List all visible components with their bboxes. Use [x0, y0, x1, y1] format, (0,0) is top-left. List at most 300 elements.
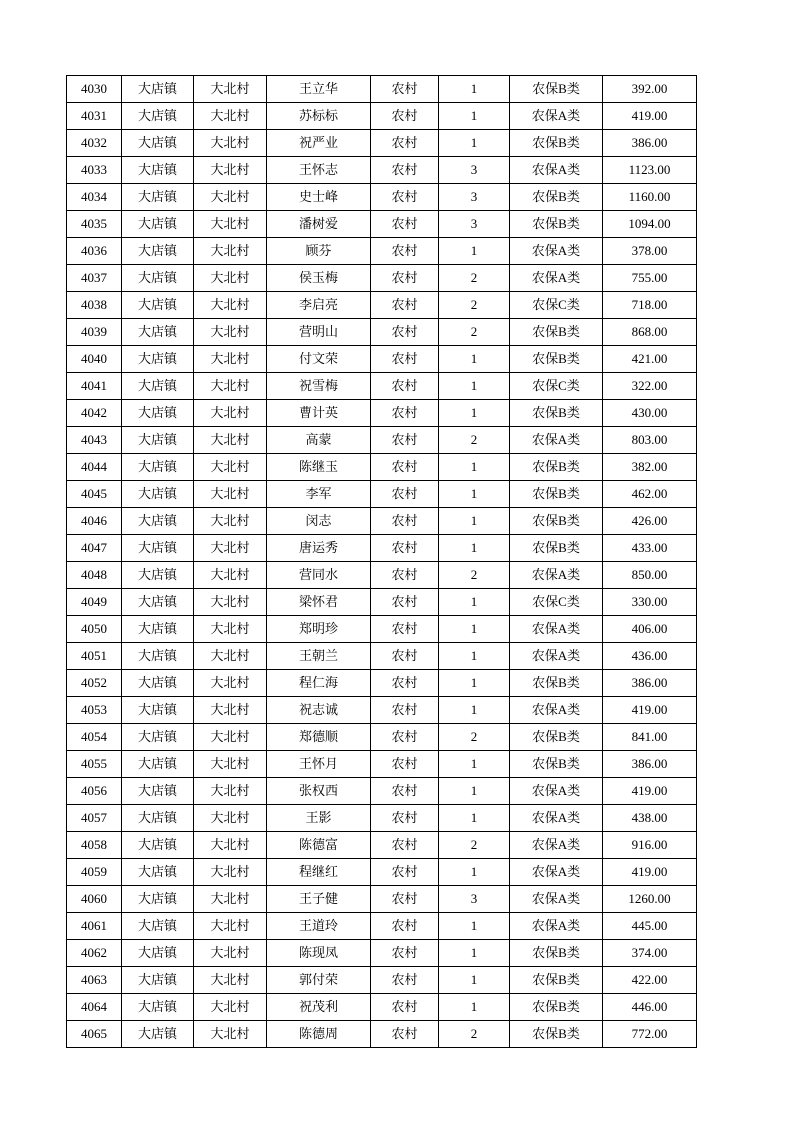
cell-amount: 382.00: [603, 454, 697, 481]
cell-residence: 农村: [371, 805, 439, 832]
cell-town: 大店镇: [122, 994, 194, 1021]
cell-residence: 农村: [371, 778, 439, 805]
cell-category: 农保A类: [510, 859, 603, 886]
cell-category: 农保B类: [510, 130, 603, 157]
cell-name: 程继红: [267, 859, 371, 886]
cell-name: 王立华: [267, 76, 371, 103]
cell-town: 大店镇: [122, 238, 194, 265]
cell-category: 农保A类: [510, 886, 603, 913]
cell-village: 大北村: [194, 535, 267, 562]
cell-count: 1: [439, 130, 510, 157]
table-row: [67, 697, 697, 724]
table-row: [67, 76, 697, 103]
cell-id: 4052: [67, 670, 122, 697]
cell-town: 大店镇: [122, 427, 194, 454]
cell-category: 农保B类: [510, 940, 603, 967]
cell-category: 农保A类: [510, 103, 603, 130]
cell-residence: 农村: [371, 454, 439, 481]
cell-amount: 1094.00: [603, 211, 697, 238]
cell-category: 农保A类: [510, 238, 603, 265]
cell-category: 农保A类: [510, 157, 603, 184]
cell-village: 大北村: [194, 670, 267, 697]
cell-count: 3: [439, 157, 510, 184]
table-row: [67, 616, 697, 643]
cell-town: 大店镇: [122, 886, 194, 913]
cell-village: 大北村: [194, 400, 267, 427]
cell-count: 3: [439, 886, 510, 913]
cell-category: 农保B类: [510, 211, 603, 238]
cell-name: 陈德富: [267, 832, 371, 859]
cell-count: 1: [439, 643, 510, 670]
cell-id: 4050: [67, 616, 122, 643]
cell-category: 农保C类: [510, 373, 603, 400]
cell-amount: 1160.00: [603, 184, 697, 211]
cell-amount: 426.00: [603, 508, 697, 535]
cell-amount: 419.00: [603, 103, 697, 130]
cell-id: 4055: [67, 751, 122, 778]
cell-id: 4047: [67, 535, 122, 562]
cell-count: 1: [439, 913, 510, 940]
cell-category: 农保A类: [510, 265, 603, 292]
cell-amount: 386.00: [603, 751, 697, 778]
cell-category: 农保A类: [510, 832, 603, 859]
cell-town: 大店镇: [122, 373, 194, 400]
cell-residence: 农村: [371, 130, 439, 157]
cell-name: 王子健: [267, 886, 371, 913]
cell-residence: 农村: [371, 211, 439, 238]
cell-amount: 438.00: [603, 805, 697, 832]
cell-amount: 868.00: [603, 319, 697, 346]
cell-count: 1: [439, 670, 510, 697]
cell-name: 唐运秀: [267, 535, 371, 562]
cell-name: 王怀志: [267, 157, 371, 184]
cell-amount: 433.00: [603, 535, 697, 562]
cell-village: 大北村: [194, 454, 267, 481]
cell-count: 2: [439, 319, 510, 346]
cell-town: 大店镇: [122, 76, 194, 103]
table-row: [67, 427, 697, 454]
cell-village: 大北村: [194, 184, 267, 211]
cell-count: 1: [439, 373, 510, 400]
cell-residence: 农村: [371, 508, 439, 535]
cell-name: 苏标标: [267, 103, 371, 130]
cell-id: 4036: [67, 238, 122, 265]
cell-category: 农保C类: [510, 292, 603, 319]
cell-name: 王道玲: [267, 913, 371, 940]
cell-residence: 农村: [371, 481, 439, 508]
cell-count: 2: [439, 562, 510, 589]
cell-id: 4057: [67, 805, 122, 832]
cell-residence: 农村: [371, 589, 439, 616]
cell-category: 农保B类: [510, 994, 603, 1021]
cell-village: 大北村: [194, 292, 267, 319]
table-row: [67, 859, 697, 886]
cell-village: 大北村: [194, 130, 267, 157]
cell-count: 1: [439, 940, 510, 967]
cell-name: 郑德顺: [267, 724, 371, 751]
cell-village: 大北村: [194, 967, 267, 994]
cell-town: 大店镇: [122, 400, 194, 427]
cell-category: 农保B类: [510, 751, 603, 778]
cell-name: 祝雪梅: [267, 373, 371, 400]
cell-town: 大店镇: [122, 184, 194, 211]
table-row: [67, 778, 697, 805]
cell-amount: 386.00: [603, 670, 697, 697]
table-row: [67, 967, 697, 994]
cell-town: 大店镇: [122, 103, 194, 130]
cell-amount: 803.00: [603, 427, 697, 454]
cell-residence: 农村: [371, 697, 439, 724]
cell-name: 陈德周: [267, 1021, 371, 1048]
cell-town: 大店镇: [122, 670, 194, 697]
cell-residence: 农村: [371, 535, 439, 562]
cell-village: 大北村: [194, 481, 267, 508]
cell-town: 大店镇: [122, 859, 194, 886]
cell-id: 4033: [67, 157, 122, 184]
cell-amount: 322.00: [603, 373, 697, 400]
cell-category: 农保B类: [510, 319, 603, 346]
cell-town: 大店镇: [122, 967, 194, 994]
cell-category: 农保A类: [510, 805, 603, 832]
cell-town: 大店镇: [122, 508, 194, 535]
cell-town: 大店镇: [122, 562, 194, 589]
cell-id: 4056: [67, 778, 122, 805]
cell-town: 大店镇: [122, 832, 194, 859]
table-row: [67, 508, 697, 535]
cell-category: 农保A类: [510, 913, 603, 940]
table-row: [67, 238, 697, 265]
table-row: [67, 751, 697, 778]
table-row: [67, 400, 697, 427]
cell-village: 大北村: [194, 697, 267, 724]
cell-name: 营明山: [267, 319, 371, 346]
cell-village: 大北村: [194, 886, 267, 913]
cell-count: 2: [439, 292, 510, 319]
cell-residence: 农村: [371, 913, 439, 940]
cell-village: 大北村: [194, 832, 267, 859]
cell-category: 农保C类: [510, 589, 603, 616]
cell-residence: 农村: [371, 643, 439, 670]
table-row: [67, 643, 697, 670]
cell-name: 张权西: [267, 778, 371, 805]
cell-residence: 农村: [371, 265, 439, 292]
cell-residence: 农村: [371, 292, 439, 319]
cell-count: 1: [439, 616, 510, 643]
cell-residence: 农村: [371, 940, 439, 967]
cell-amount: 419.00: [603, 697, 697, 724]
cell-town: 大店镇: [122, 1021, 194, 1048]
cell-category: 农保B类: [510, 76, 603, 103]
table-row: [67, 157, 697, 184]
cell-count: 2: [439, 724, 510, 751]
cell-amount: 772.00: [603, 1021, 697, 1048]
cell-id: 4042: [67, 400, 122, 427]
cell-residence: 农村: [371, 238, 439, 265]
cell-amount: 378.00: [603, 238, 697, 265]
table-row: [67, 1021, 697, 1048]
cell-village: 大北村: [194, 508, 267, 535]
cell-town: 大店镇: [122, 211, 194, 238]
cell-residence: 农村: [371, 184, 439, 211]
cell-village: 大北村: [194, 589, 267, 616]
cell-id: 4063: [67, 967, 122, 994]
cell-count: 3: [439, 211, 510, 238]
cell-count: 1: [439, 589, 510, 616]
cell-category: 农保B类: [510, 724, 603, 751]
cell-town: 大店镇: [122, 535, 194, 562]
cell-category: 农保B类: [510, 508, 603, 535]
cell-id: 4035: [67, 211, 122, 238]
cell-amount: 841.00: [603, 724, 697, 751]
cell-id: 4041: [67, 373, 122, 400]
cell-name: 王怀月: [267, 751, 371, 778]
cell-residence: 农村: [371, 832, 439, 859]
cell-town: 大店镇: [122, 292, 194, 319]
cell-id: 4064: [67, 994, 122, 1021]
table-row: [67, 184, 697, 211]
cell-town: 大店镇: [122, 319, 194, 346]
cell-amount: 422.00: [603, 967, 697, 994]
cell-amount: 755.00: [603, 265, 697, 292]
cell-town: 大店镇: [122, 616, 194, 643]
cell-id: 4059: [67, 859, 122, 886]
table-row: [67, 886, 697, 913]
cell-id: 4040: [67, 346, 122, 373]
benefits-table-body: [67, 76, 697, 1048]
cell-count: 1: [439, 76, 510, 103]
table-row: [67, 535, 697, 562]
cell-village: 大北村: [194, 724, 267, 751]
cell-name: 郭付荣: [267, 967, 371, 994]
cell-amount: 916.00: [603, 832, 697, 859]
cell-id: 4031: [67, 103, 122, 130]
cell-count: 2: [439, 265, 510, 292]
cell-village: 大北村: [194, 859, 267, 886]
cell-amount: 386.00: [603, 130, 697, 157]
cell-count: 1: [439, 481, 510, 508]
table-row: [67, 670, 697, 697]
cell-village: 大北村: [194, 373, 267, 400]
cell-id: 4044: [67, 454, 122, 481]
cell-count: 1: [439, 535, 510, 562]
cell-amount: 446.00: [603, 994, 697, 1021]
cell-category: 农保B类: [510, 670, 603, 697]
cell-name: 顾芬: [267, 238, 371, 265]
cell-id: 4043: [67, 427, 122, 454]
cell-count: 2: [439, 832, 510, 859]
cell-village: 大北村: [194, 427, 267, 454]
cell-id: 4058: [67, 832, 122, 859]
cell-count: 1: [439, 103, 510, 130]
cell-residence: 农村: [371, 400, 439, 427]
cell-town: 大店镇: [122, 778, 194, 805]
cell-town: 大店镇: [122, 751, 194, 778]
cell-village: 大北村: [194, 265, 267, 292]
cell-id: 4048: [67, 562, 122, 589]
cell-count: 2: [439, 427, 510, 454]
cell-residence: 农村: [371, 103, 439, 130]
cell-name: 高蒙: [267, 427, 371, 454]
cell-count: 1: [439, 697, 510, 724]
cell-residence: 农村: [371, 562, 439, 589]
cell-village: 大北村: [194, 940, 267, 967]
cell-amount: 392.00: [603, 76, 697, 103]
cell-town: 大店镇: [122, 805, 194, 832]
table-row: [67, 481, 697, 508]
cell-name: 潘树爱: [267, 211, 371, 238]
cell-amount: 430.00: [603, 400, 697, 427]
cell-village: 大北村: [194, 1021, 267, 1048]
cell-village: 大北村: [194, 76, 267, 103]
table-row: [67, 373, 697, 400]
cell-amount: 330.00: [603, 589, 697, 616]
cell-village: 大北村: [194, 616, 267, 643]
cell-count: 2: [439, 1021, 510, 1048]
cell-name: 程仁海: [267, 670, 371, 697]
cell-amount: 1260.00: [603, 886, 697, 913]
cell-count: 1: [439, 238, 510, 265]
cell-amount: 445.00: [603, 913, 697, 940]
cell-name: 侯玉梅: [267, 265, 371, 292]
cell-count: 1: [439, 994, 510, 1021]
cell-count: 1: [439, 778, 510, 805]
cell-village: 大北村: [194, 994, 267, 1021]
cell-id: 4061: [67, 913, 122, 940]
cell-village: 大北村: [194, 238, 267, 265]
cell-residence: 农村: [371, 859, 439, 886]
table-row: [67, 832, 697, 859]
cell-name: 祝茂利: [267, 994, 371, 1021]
cell-count: 1: [439, 508, 510, 535]
cell-category: 农保B类: [510, 535, 603, 562]
cell-residence: 农村: [371, 616, 439, 643]
cell-id: 4037: [67, 265, 122, 292]
cell-residence: 农村: [371, 373, 439, 400]
cell-count: 1: [439, 751, 510, 778]
cell-village: 大北村: [194, 562, 267, 589]
cell-name: 陈现凤: [267, 940, 371, 967]
table-row: [67, 265, 697, 292]
cell-name: 李军: [267, 481, 371, 508]
cell-residence: 农村: [371, 76, 439, 103]
cell-amount: 421.00: [603, 346, 697, 373]
cell-category: 农保B类: [510, 1021, 603, 1048]
cell-category: 农保A类: [510, 697, 603, 724]
cell-village: 大北村: [194, 346, 267, 373]
cell-count: 1: [439, 346, 510, 373]
cell-residence: 农村: [371, 724, 439, 751]
cell-count: 3: [439, 184, 510, 211]
cell-count: 1: [439, 454, 510, 481]
cell-town: 大店镇: [122, 697, 194, 724]
cell-town: 大店镇: [122, 589, 194, 616]
cell-name: 营同水: [267, 562, 371, 589]
cell-amount: 462.00: [603, 481, 697, 508]
cell-id: 4060: [67, 886, 122, 913]
table-row: [67, 454, 697, 481]
cell-category: 农保B类: [510, 454, 603, 481]
cell-id: 4039: [67, 319, 122, 346]
cell-id: 4062: [67, 940, 122, 967]
cell-town: 大店镇: [122, 913, 194, 940]
cell-town: 大店镇: [122, 481, 194, 508]
cell-amount: 419.00: [603, 859, 697, 886]
cell-id: 4038: [67, 292, 122, 319]
cell-town: 大店镇: [122, 130, 194, 157]
cell-amount: 374.00: [603, 940, 697, 967]
cell-name: 祝严业: [267, 130, 371, 157]
cell-category: 农保B类: [510, 184, 603, 211]
cell-town: 大店镇: [122, 265, 194, 292]
cell-town: 大店镇: [122, 454, 194, 481]
cell-residence: 农村: [371, 670, 439, 697]
cell-id: 4053: [67, 697, 122, 724]
cell-amount: 718.00: [603, 292, 697, 319]
cell-category: 农保A类: [510, 562, 603, 589]
cell-town: 大店镇: [122, 643, 194, 670]
cell-category: 农保A类: [510, 778, 603, 805]
cell-village: 大北村: [194, 103, 267, 130]
cell-name: 郑明珍: [267, 616, 371, 643]
cell-village: 大北村: [194, 913, 267, 940]
cell-id: 4030: [67, 76, 122, 103]
cell-village: 大北村: [194, 157, 267, 184]
cell-village: 大北村: [194, 805, 267, 832]
table-row: [67, 589, 697, 616]
cell-category: 农保A类: [510, 643, 603, 670]
table-row: [67, 940, 697, 967]
table-row: [67, 562, 697, 589]
cell-id: 4045: [67, 481, 122, 508]
table-row: [67, 319, 697, 346]
cell-residence: 农村: [371, 1021, 439, 1048]
benefits-table: [66, 75, 697, 1048]
cell-residence: 农村: [371, 886, 439, 913]
cell-village: 大北村: [194, 319, 267, 346]
cell-category: 农保A类: [510, 616, 603, 643]
table-row: [67, 724, 697, 751]
cell-name: 李启亮: [267, 292, 371, 319]
table-row: [67, 346, 697, 373]
cell-category: 农保B类: [510, 481, 603, 508]
cell-id: 4049: [67, 589, 122, 616]
cell-residence: 农村: [371, 319, 439, 346]
cell-id: 4065: [67, 1021, 122, 1048]
cell-name: 王影: [267, 805, 371, 832]
cell-count: 1: [439, 967, 510, 994]
table-row: [67, 103, 697, 130]
cell-id: 4046: [67, 508, 122, 535]
cell-residence: 农村: [371, 157, 439, 184]
cell-count: 1: [439, 805, 510, 832]
cell-residence: 农村: [371, 994, 439, 1021]
cell-category: 农保B类: [510, 967, 603, 994]
cell-village: 大北村: [194, 751, 267, 778]
table-row: [67, 130, 697, 157]
cell-town: 大店镇: [122, 940, 194, 967]
cell-count: 1: [439, 400, 510, 427]
cell-residence: 农村: [371, 427, 439, 454]
cell-village: 大北村: [194, 643, 267, 670]
cell-category: 农保B类: [510, 400, 603, 427]
cell-town: 大店镇: [122, 724, 194, 751]
cell-category: 农保B类: [510, 346, 603, 373]
table-row: [67, 805, 697, 832]
cell-amount: 1123.00: [603, 157, 697, 184]
cell-id: 4051: [67, 643, 122, 670]
cell-amount: 850.00: [603, 562, 697, 589]
cell-amount: 406.00: [603, 616, 697, 643]
